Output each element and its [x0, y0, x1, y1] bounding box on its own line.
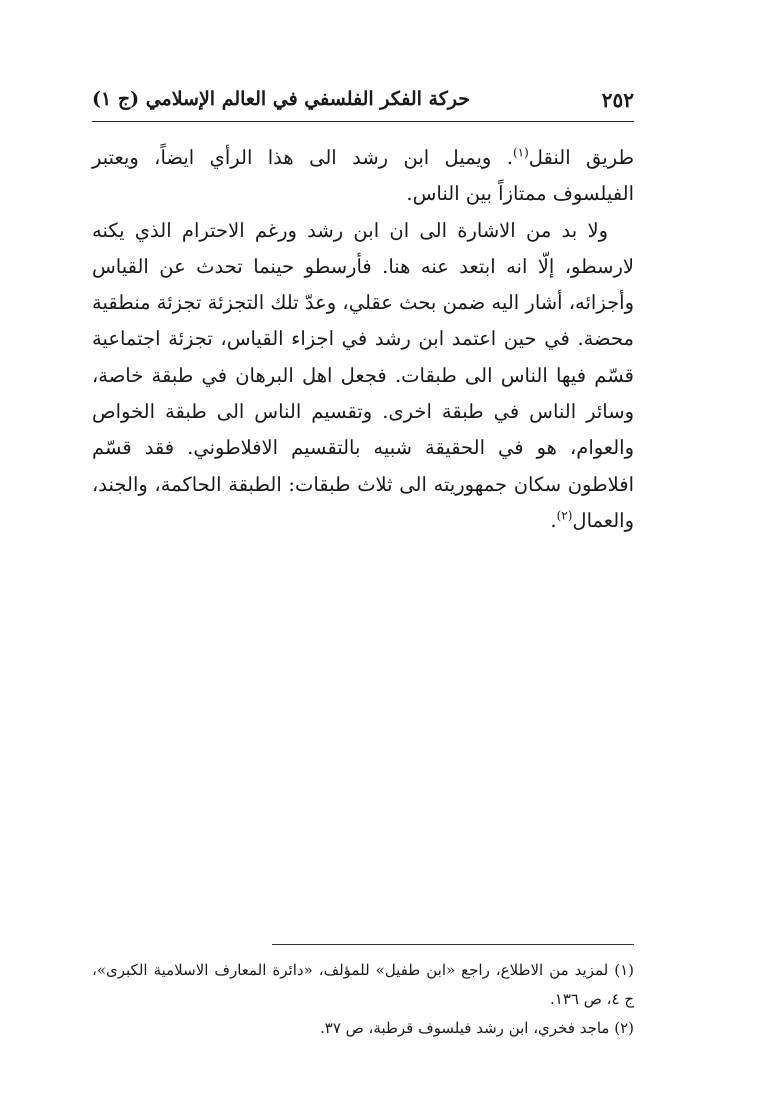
- paragraph-1-text-cont: . ويميل ابن رشد الى هذا الرأي ايضاً، ويعتبر الفيلسوف ممتازاً بين الناس.: [92, 146, 634, 206]
- header-rule: [92, 121, 634, 122]
- running-header: [92, 82, 634, 118]
- page-number: ٢٥٢: [601, 88, 634, 112]
- body-text: [92, 140, 634, 539]
- footnote-rule: [272, 944, 634, 945]
- paragraph-1: [92, 140, 634, 213]
- footnote-2: (٢) ماجد فخري، ابن رشد فيلسوف قرطبة، ص ٣٧.: [319, 1019, 634, 1037]
- paragraph-2-text-end: .: [550, 508, 557, 532]
- paragraph-2-text: ولا بد من الاشارة الى ان ابن رشد ورغم الاحترام الذي يكنه لارسطو، إلّا انه ابتعد عنه هنا. فأرسطو حينما تحدث عن القياس وأجزائه، أشار اليه ضمن بحث عقلي، وعدّ تلك التجزئة تجزئة منطقية محضة. في حين اعتمد ابن رشد في اجزاء القياس، تجزئة اجتماعية قسّم فيها الناس الى طبقات. فجعل اهل البرهان في طبقة خاصة، وسائر الناس في طبقة اخرى. وتقسيم الناس الى طبقة الخواص والعوام، هو في الحقيقة شبيه بالتقسيم الافلاطوني. فقد قسّم افلاطون سكان جمهوريته الى ثلاث طبقات: الطبقة الحاكمة، والجند، والعمال: [92, 218, 634, 532]
- footnote-ref-2[interactable]: (٢): [556, 508, 573, 523]
- paragraph-2: [92, 213, 634, 540]
- paragraph-1-text: طريق النقل: [528, 146, 635, 169]
- footnotes: [92, 956, 634, 1043]
- footnote-1: (١) لمزيد من الاطلاع، راجع «ابن طفيل» للمؤلف، «دائرة المعارف الاسلامية الكبرى»، ج ٤، ص ١٣٦.: [92, 961, 634, 1008]
- running-title: حركة الفكر الفلسفي في العالم الإسلامي (ج ١): [92, 88, 471, 110]
- footnote-ref-1[interactable]: (١): [512, 145, 529, 160]
